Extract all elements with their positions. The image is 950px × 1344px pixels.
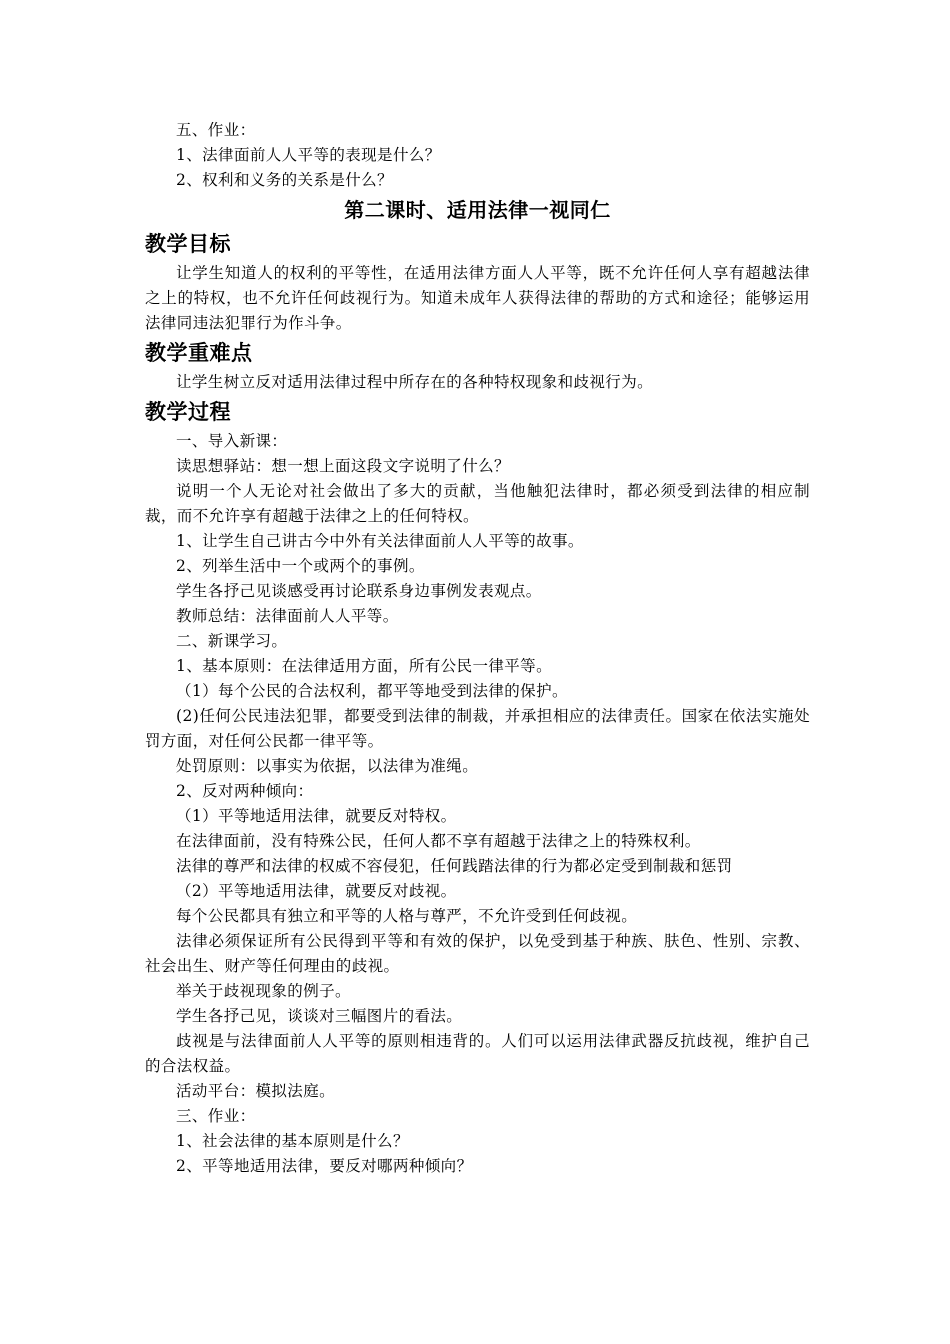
homework-prev-heading: 五、作业： bbox=[176, 121, 256, 139]
process-paragraph: 1、社会法律的基本原则是什么？ bbox=[176, 1132, 409, 1150]
process-paragraph: 2、反对两种倾向： bbox=[176, 782, 314, 800]
document-body bbox=[145, 118, 810, 1179]
process-paragraph: 1、基本原则：在法律适用方面，所有公民一律平等。 bbox=[176, 657, 552, 675]
process-paragraph: 活动平台：模拟法庭。 bbox=[176, 1082, 336, 1100]
section-heading-process: 教学过程 bbox=[145, 400, 231, 424]
lesson-title: 第二课时、适用法律一视同仁 bbox=[344, 198, 611, 222]
process-paragraph: 一、导入新课： bbox=[176, 432, 288, 450]
process-paragraph: 每个公民都具有独立和平等的人格与尊严，不允许受到任何歧视。 bbox=[176, 907, 638, 925]
process-paragraph: 三、作业： bbox=[176, 1107, 256, 1125]
process-paragraph: 举关于歧视现象的例子。 bbox=[176, 982, 351, 1000]
process-paragraph: （1）每个公民的合法权利，都平等地受到法律的保护。 bbox=[176, 682, 568, 700]
section-heading-goals: 教学目标 bbox=[145, 232, 231, 256]
process-paragraph: 处罚原则：以事实为依据，以法律为准绳。 bbox=[176, 757, 479, 775]
process-paragraph: 说明一个人无论对社会做出了多大的贡献，当他触犯法律时，都必须受到法律的相应制裁，而不允许享有超越于法律之上的任何特权。 bbox=[145, 482, 810, 525]
process-paragraph: 法律必须保证所有公民得到平等和有效的保护，以免受到基于种族、肤色、性别、宗教、社会出生、财产等任何理由的歧视。 bbox=[145, 932, 810, 975]
homework-prev-question: 1、法律面前人人平等的表现是什么？ bbox=[176, 146, 441, 164]
process-paragraph: 教师总结：法律面前人人平等。 bbox=[176, 607, 399, 625]
section-heading-key-points: 教学重难点 bbox=[145, 341, 253, 365]
process-paragraph: 2、列举生活中一个或两个的事例。 bbox=[176, 557, 425, 575]
homework-prev-question: 2、权利和义务的关系是什么？ bbox=[176, 171, 393, 189]
process-paragraph: 学生各抒己见谈感受再讨论联系身边事例发表观点。 bbox=[176, 582, 542, 600]
process-paragraph: 法律的尊严和法律的权威不容侵犯，任何践踏法律的行为都必定受到制裁和惩罚 bbox=[176, 857, 733, 875]
process-paragraph: （1）平等地适用法律，就要反对特权。 bbox=[176, 807, 457, 825]
process-paragraph: (2)任何公民违法犯罪，都要受到法律的制裁，并承担相应的法律责任。国家在依法实施处罚方面，对任何公民都一律平等。 bbox=[145, 707, 810, 750]
process-paragraph: （2）平等地适用法律，就要反对歧视。 bbox=[176, 882, 457, 900]
process-paragraph: 在法律面前，没有特殊公民，任何人都不享有超越于法律之上的特殊权利。 bbox=[176, 832, 701, 850]
key-points-text: 让学生树立反对适用法律过程中所存在的各种特权现象和歧视行为。 bbox=[176, 373, 654, 391]
goals-text: 让学生知道人的权利的平等性，在适用法律方面人人平等，既不允许任何人享有超越法律之上的特权，也不允许任何歧视行为。知道未成年人获得法律的帮助的方式和途径；能够运用法律同违法犯罪行为作斗争。 bbox=[145, 264, 810, 332]
process-paragraph: 1、让学生自己讲古今中外有关法律面前人人平等的故事。 bbox=[176, 532, 584, 550]
process-paragraph: 二、新课学习。 bbox=[176, 632, 288, 650]
process-paragraph: 歧视是与法律面前人人平等的原则相违背的。人们可以运用法律武器反抗歧视，维护自己的合法权益。 bbox=[145, 1032, 810, 1075]
process-paragraph: 读思想驿站：想一想上面这段文字说明了什么？ bbox=[176, 457, 510, 475]
process-paragraph: 2、平等地适用法律，要反对哪两种倾向？ bbox=[176, 1157, 473, 1175]
process-paragraph: 学生各抒己见，谈谈对三幅图片的看法。 bbox=[176, 1007, 463, 1025]
